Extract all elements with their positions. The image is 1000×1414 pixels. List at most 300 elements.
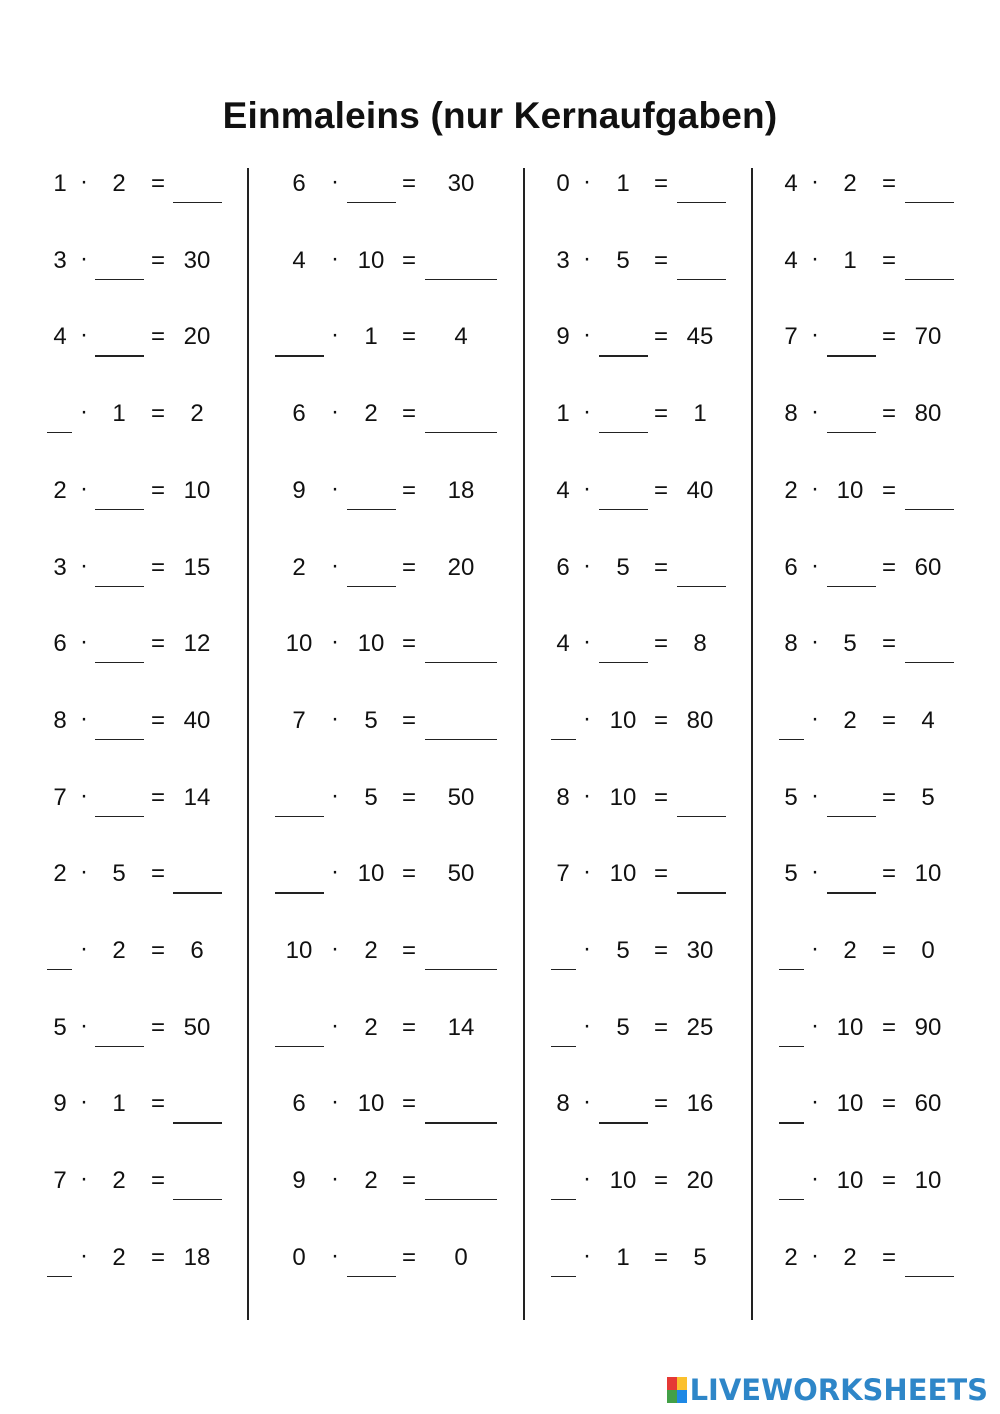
factor-b: 2: [843, 937, 857, 964]
product: 70: [914, 323, 942, 351]
answer-blank-product[interactable]: [425, 969, 497, 970]
answer-blank-product[interactable]: [173, 202, 222, 203]
answer-blank-product[interactable]: [905, 662, 954, 663]
factor-b: 2: [112, 1167, 126, 1195]
times-sign: ·: [331, 935, 339, 962]
answer-blank-factor-b[interactable]: [347, 1276, 396, 1277]
answer-blank-factor-b[interactable]: [827, 816, 876, 817]
equals-sign: =: [150, 1013, 166, 1041]
times-sign: ·: [811, 704, 819, 732]
factor-b: 10: [357, 860, 385, 888]
equals-sign: =: [150, 323, 166, 351]
times-sign: ·: [583, 474, 591, 502]
answer-input[interactable]: [95, 713, 144, 739]
answer-input[interactable]: [275, 790, 324, 816]
factor-b: 5: [616, 937, 630, 964]
factor-a: 1: [556, 400, 570, 428]
factor-b: 5: [364, 783, 378, 811]
answer-blank-factor-b[interactable]: [95, 279, 144, 280]
factor-b: 10: [609, 860, 637, 888]
answer-input[interactable]: [905, 253, 954, 279]
equals-sign: =: [653, 246, 669, 274]
product: 10: [914, 860, 942, 888]
product: 18: [447, 476, 475, 504]
answer-input[interactable]: [425, 253, 497, 279]
times-sign: ·: [583, 935, 591, 962]
answer-input[interactable]: [827, 330, 876, 356]
answer-input[interactable]: [95, 483, 144, 509]
answer-input[interactable]: [425, 406, 497, 432]
equals-sign: =: [881, 476, 897, 504]
answer-blank-factor-b[interactable]: [95, 1046, 144, 1047]
equals-sign: =: [401, 553, 417, 581]
answer-input[interactable]: [95, 790, 144, 816]
product: 80: [686, 706, 714, 734]
answer-input[interactable]: [677, 253, 726, 279]
answer-input[interactable]: [677, 867, 726, 893]
answer-blank-factor-a[interactable]: [779, 1199, 804, 1200]
product: 20: [183, 323, 211, 351]
times-sign: ·: [80, 704, 88, 732]
factor-a: 3: [556, 246, 570, 274]
factor-a: 6: [556, 553, 570, 581]
answer-input[interactable]: [95, 253, 144, 279]
equals-sign: =: [881, 400, 897, 428]
answer-input[interactable]: [425, 713, 497, 739]
equals-sign: =: [881, 630, 897, 658]
times-sign: ·: [331, 704, 339, 732]
times-sign: ·: [583, 1165, 591, 1193]
answer-blank-factor-b[interactable]: [347, 202, 396, 203]
equals-sign: =: [150, 860, 166, 888]
equals-sign: =: [401, 400, 417, 428]
times-sign: ·: [80, 168, 88, 195]
answer-blank-factor-b[interactable]: [95, 355, 144, 356]
answer-input[interactable]: [275, 330, 324, 356]
answer-input[interactable]: [779, 1173, 804, 1199]
factor-b: 5: [616, 246, 630, 274]
equals-sign: =: [401, 1090, 417, 1118]
product: 5: [921, 783, 935, 811]
answer-input[interactable]: [275, 1020, 324, 1046]
equals-sign: =: [653, 1090, 669, 1118]
answer-input[interactable]: [599, 406, 648, 432]
equals-sign: =: [401, 1167, 417, 1195]
factor-b: 2: [843, 170, 857, 197]
factor-b: 10: [609, 1167, 637, 1195]
answer-input[interactable]: [551, 1250, 576, 1276]
answer-input[interactable]: [677, 176, 726, 202]
answer-input[interactable]: [173, 867, 222, 893]
answer-input[interactable]: [905, 176, 954, 202]
factor-a: 9: [292, 1167, 306, 1195]
factor-b: 10: [609, 783, 637, 811]
factor-a: 6: [292, 400, 306, 428]
equals-sign: =: [653, 476, 669, 504]
answer-blank-factor-a[interactable]: [275, 816, 324, 817]
times-sign: ·: [80, 1165, 88, 1193]
answer-input[interactable]: [677, 790, 726, 816]
times-sign: ·: [811, 474, 819, 502]
factor-b: 2: [843, 706, 857, 734]
equals-sign: =: [401, 1013, 417, 1041]
answer-input[interactable]: [95, 636, 144, 662]
answer-input[interactable]: [47, 1250, 72, 1276]
times-sign: ·: [811, 1088, 819, 1116]
answer-blank-product[interactable]: [173, 1199, 222, 1200]
times-sign: ·: [331, 244, 339, 272]
equals-sign: =: [653, 783, 669, 811]
equals-sign: =: [401, 1243, 417, 1271]
factor-b: 2: [364, 1013, 378, 1041]
answer-input[interactable]: [905, 1250, 954, 1276]
answer-blank-product[interactable]: [905, 1276, 954, 1277]
factor-a: 0: [292, 1243, 306, 1271]
times-sign: ·: [583, 1241, 591, 1269]
factor-a: 4: [53, 323, 67, 351]
liveworksheets-mark-icon: [667, 1377, 687, 1403]
times-sign: ·: [811, 1165, 819, 1193]
answer-input[interactable]: [551, 1020, 576, 1046]
factor-a: 2: [53, 860, 67, 888]
factor-b: 2: [364, 1167, 378, 1195]
factor-a: 7: [784, 323, 798, 351]
equals-sign: =: [653, 1167, 669, 1195]
answer-input[interactable]: [779, 1097, 804, 1123]
answer-blank-factor-a[interactable]: [779, 739, 804, 740]
product: 0: [454, 1243, 468, 1271]
equals-sign: =: [881, 937, 897, 964]
equals-sign: =: [401, 246, 417, 274]
answer-blank-product[interactable]: [173, 892, 222, 893]
factor-a: 9: [53, 1090, 67, 1118]
answer-blank-factor-a[interactable]: [275, 1046, 324, 1047]
factor-a: 5: [784, 783, 798, 811]
factor-a: 8: [784, 630, 798, 658]
answer-blank-factor-b[interactable]: [347, 509, 396, 510]
factor-b: 10: [357, 246, 385, 274]
times-sign: ·: [583, 704, 591, 732]
answer-blank-factor-b[interactable]: [599, 355, 648, 356]
factor-a: 7: [53, 783, 67, 811]
times-sign: ·: [80, 551, 88, 579]
factor-b: 10: [836, 1013, 864, 1041]
factor-a: 7: [556, 860, 570, 888]
equals-sign: =: [653, 706, 669, 734]
factor-a: 3: [53, 553, 67, 581]
factor-b: 2: [112, 937, 126, 964]
factor-b: 10: [609, 706, 637, 734]
factor-a: 3: [53, 246, 67, 274]
liveworksheets-logo: [667, 1373, 988, 1407]
times-sign: ·: [811, 628, 819, 656]
equals-sign: =: [881, 246, 897, 274]
answer-input[interactable]: [827, 560, 876, 586]
equals-sign: =: [653, 170, 669, 197]
equals-sign: =: [653, 860, 669, 888]
product: 80: [914, 400, 942, 428]
times-sign: ·: [583, 628, 591, 656]
times-sign: ·: [583, 858, 591, 886]
product: 45: [686, 323, 714, 351]
answer-input[interactable]: [425, 1173, 497, 1199]
answer-input[interactable]: [47, 943, 72, 969]
answer-blank-factor-b[interactable]: [95, 586, 144, 587]
answer-input[interactable]: [275, 867, 324, 893]
factor-b: 10: [836, 476, 864, 504]
product: 60: [914, 553, 942, 581]
equals-sign: =: [401, 476, 417, 504]
product: 6: [190, 937, 204, 964]
column-divider: [523, 168, 525, 1320]
factor-a: 6: [53, 630, 67, 658]
product: 20: [447, 553, 475, 581]
times-sign: ·: [80, 244, 88, 272]
answer-blank-factor-a[interactable]: [551, 1199, 576, 1200]
factor-a: 2: [784, 1243, 798, 1271]
equals-sign: =: [150, 170, 166, 197]
factor-a: 2: [784, 476, 798, 504]
answer-blank-factor-b[interactable]: [95, 739, 144, 740]
equals-sign: =: [150, 783, 166, 811]
answer-blank-factor-b[interactable]: [599, 1122, 648, 1123]
factor-b: 5: [616, 553, 630, 581]
answer-blank-product[interactable]: [425, 662, 497, 663]
answer-blank-product[interactable]: [425, 432, 497, 433]
answer-blank-product[interactable]: [425, 739, 497, 740]
product: 30: [447, 170, 475, 197]
answer-input[interactable]: [347, 176, 396, 202]
factor-a: 9: [292, 476, 306, 504]
answer-input[interactable]: [599, 483, 648, 509]
answer-input[interactable]: [425, 636, 497, 662]
factor-b: 2: [364, 400, 378, 428]
answer-input[interactable]: [905, 636, 954, 662]
times-sign: ·: [331, 321, 339, 349]
equals-sign: =: [881, 783, 897, 811]
equals-sign: =: [881, 553, 897, 581]
factor-b: 10: [836, 1090, 864, 1118]
answer-input[interactable]: [347, 483, 396, 509]
equals-sign: =: [653, 1243, 669, 1271]
answer-blank-product[interactable]: [905, 202, 954, 203]
answer-blank-factor-a[interactable]: [47, 1276, 72, 1277]
column-divider: [247, 168, 249, 1320]
times-sign: ·: [80, 858, 88, 886]
answer-blank-factor-b[interactable]: [827, 892, 876, 893]
answer-blank-product[interactable]: [425, 279, 497, 280]
answer-blank-factor-a[interactable]: [551, 969, 576, 970]
answer-blank-factor-b[interactable]: [95, 509, 144, 510]
factor-b: 5: [112, 860, 126, 888]
equals-sign: =: [653, 1013, 669, 1041]
answer-blank-product[interactable]: [173, 1122, 222, 1123]
times-sign: ·: [331, 781, 339, 809]
answer-input[interactable]: [47, 406, 72, 432]
answer-input[interactable]: [425, 1097, 497, 1123]
factor-a: 7: [53, 1167, 67, 1195]
answer-blank-factor-b[interactable]: [347, 586, 396, 587]
answer-input[interactable]: [95, 1020, 144, 1046]
factor-b: 10: [357, 630, 385, 658]
product: 4: [921, 706, 935, 734]
answer-blank-factor-b[interactable]: [827, 355, 876, 356]
answer-input[interactable]: [551, 943, 576, 969]
equals-sign: =: [150, 630, 166, 658]
product: 40: [686, 476, 714, 504]
factor-a: 2: [53, 476, 67, 504]
factor-a: 0: [556, 170, 570, 197]
answer-blank-product[interactable]: [425, 1199, 497, 1200]
times-sign: ·: [811, 781, 819, 809]
factor-b: 1: [843, 246, 857, 274]
answer-blank-product[interactable]: [677, 816, 726, 817]
factor-b: 1: [112, 400, 126, 428]
answer-input[interactable]: [599, 330, 648, 356]
answer-input[interactable]: [779, 713, 804, 739]
times-sign: ·: [811, 935, 819, 962]
times-sign: ·: [331, 551, 339, 579]
times-sign: ·: [331, 168, 339, 195]
answer-blank-factor-a[interactable]: [551, 1276, 576, 1277]
times-sign: ·: [583, 168, 591, 195]
answer-blank-factor-a[interactable]: [275, 892, 324, 893]
times-sign: ·: [583, 321, 591, 349]
product: 14: [447, 1013, 475, 1041]
times-sign: ·: [331, 628, 339, 656]
times-sign: ·: [811, 244, 819, 272]
times-sign: ·: [331, 474, 339, 502]
answer-input[interactable]: [905, 483, 954, 509]
answer-blank-product[interactable]: [425, 1122, 497, 1123]
answer-blank-factor-b[interactable]: [95, 816, 144, 817]
answer-input[interactable]: [347, 560, 396, 586]
times-sign: ·: [583, 244, 591, 272]
equals-sign: =: [150, 476, 166, 504]
answer-input[interactable]: [347, 1250, 396, 1276]
equals-sign: =: [401, 937, 417, 964]
equals-sign: =: [881, 1167, 897, 1195]
answer-input[interactable]: [599, 1097, 648, 1123]
product: 25: [686, 1013, 714, 1041]
product: 10: [183, 476, 211, 504]
product: 4: [454, 323, 468, 351]
answer-blank-factor-b[interactable]: [827, 432, 876, 433]
times-sign: ·: [811, 168, 819, 195]
answer-input[interactable]: [779, 1020, 804, 1046]
answer-input[interactable]: [779, 943, 804, 969]
product: 10: [914, 1167, 942, 1195]
answer-blank-product[interactable]: [905, 509, 954, 510]
equals-sign: =: [150, 706, 166, 734]
answer-blank-product[interactable]: [677, 586, 726, 587]
answer-blank-factor-b[interactable]: [827, 586, 876, 587]
times-sign: ·: [331, 1088, 339, 1116]
answer-input[interactable]: [425, 943, 497, 969]
answer-blank-factor-b[interactable]: [599, 432, 648, 433]
answer-blank-factor-a[interactable]: [551, 739, 576, 740]
factor-a: 4: [784, 170, 798, 197]
times-sign: ·: [80, 398, 88, 426]
product: 50: [447, 860, 475, 888]
answer-blank-factor-a[interactable]: [275, 355, 324, 356]
factor-a: 8: [556, 783, 570, 811]
answer-input[interactable]: [173, 1173, 222, 1199]
answer-input[interactable]: [95, 330, 144, 356]
factor-a: 9: [556, 323, 570, 351]
equals-sign: =: [653, 937, 669, 964]
factor-a: 6: [292, 1090, 306, 1118]
equals-sign: =: [401, 860, 417, 888]
times-sign: ·: [80, 1241, 88, 1269]
equals-sign: =: [653, 323, 669, 351]
answer-input[interactable]: [827, 867, 876, 893]
times-sign: ·: [331, 1165, 339, 1193]
answer-blank-factor-a[interactable]: [779, 1122, 804, 1123]
answer-input[interactable]: [827, 406, 876, 432]
equals-sign: =: [150, 937, 166, 964]
factor-a: 2: [292, 553, 306, 581]
answer-blank-product[interactable]: [677, 202, 726, 203]
answer-input[interactable]: [551, 713, 576, 739]
product: 1: [693, 400, 707, 428]
answer-input[interactable]: [827, 790, 876, 816]
answer-blank-factor-a[interactable]: [779, 969, 804, 970]
answer-input[interactable]: [173, 176, 222, 202]
answer-blank-product[interactable]: [677, 892, 726, 893]
times-sign: ·: [811, 398, 819, 426]
equals-sign: =: [401, 706, 417, 734]
answer-blank-product[interactable]: [905, 279, 954, 280]
factor-a: 5: [784, 860, 798, 888]
answer-input[interactable]: [551, 1173, 576, 1199]
equals-sign: =: [653, 630, 669, 658]
factor-a: 10: [285, 937, 313, 964]
factor-b: 1: [364, 323, 378, 351]
product: 50: [447, 783, 475, 811]
answer-blank-factor-a[interactable]: [47, 432, 72, 433]
answer-input[interactable]: [95, 560, 144, 586]
factor-b: 1: [112, 1090, 126, 1118]
equals-sign: =: [881, 706, 897, 734]
times-sign: ·: [80, 321, 88, 349]
answer-input[interactable]: [599, 636, 648, 662]
factor-b: 2: [112, 1243, 126, 1271]
answer-blank-product[interactable]: [677, 279, 726, 280]
times-sign: ·: [811, 858, 819, 886]
times-sign: ·: [583, 1011, 591, 1039]
answer-blank-factor-b[interactable]: [95, 662, 144, 663]
answer-input[interactable]: [677, 560, 726, 586]
brand-name: LIVEWORKSHEETS: [689, 1373, 988, 1407]
factor-a: 8: [556, 1090, 570, 1118]
product: 16: [686, 1090, 714, 1118]
answer-input[interactable]: [173, 1097, 222, 1123]
answer-blank-factor-a[interactable]: [551, 1046, 576, 1047]
factor-b: 5: [364, 706, 378, 734]
factor-a: 6: [784, 553, 798, 581]
factor-b: 2: [112, 170, 126, 197]
factor-a: 4: [784, 246, 798, 274]
answer-blank-factor-a[interactable]: [779, 1046, 804, 1047]
equals-sign: =: [881, 1090, 897, 1118]
equals-sign: =: [401, 783, 417, 811]
answer-blank-factor-b[interactable]: [599, 662, 648, 663]
equals-sign: =: [401, 323, 417, 351]
answer-blank-factor-a[interactable]: [47, 969, 72, 970]
answer-blank-factor-b[interactable]: [599, 509, 648, 510]
product: 14: [183, 783, 211, 811]
